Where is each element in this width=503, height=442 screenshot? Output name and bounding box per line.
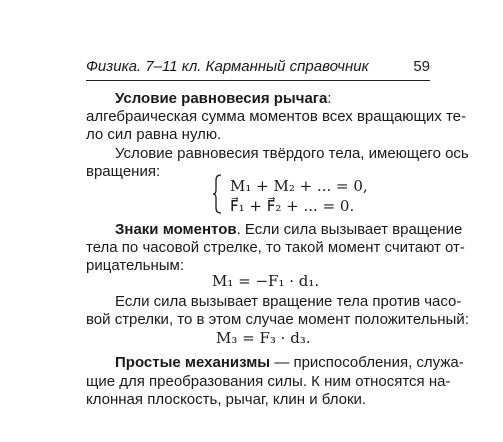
simple-machines-line-2: щие для преобразования силы. К ним относятся на-: [86, 373, 451, 390]
negative-moment-equation: M₁ = −F₁ · d₁.: [212, 272, 320, 290]
moment-signs-line-2: тела по часовой стрелке, то такой момент считают от-: [86, 239, 465, 256]
page-header: [86, 58, 430, 81]
lever-equilibrium-heading-line: [115, 90, 332, 108]
simple-machines-line-3: клонная плоскость, рычаг, клин и блоки.: [86, 391, 367, 408]
positive-moment-equation: M₃ = F₃ · d₃.: [216, 329, 311, 347]
counterclockwise-line-1: Если сила вызывает вращение тела против часо-: [115, 293, 462, 310]
simple-machines-line-1: [115, 354, 464, 372]
heading-colon: :: [327, 90, 332, 107]
moment-signs-heading: Знаки моментов: [115, 221, 237, 238]
moment-signs-line-3: рицательным:: [86, 257, 184, 274]
rigid-body-text-line-2: вращения:: [86, 163, 161, 180]
lever-text-line-3: ло сил равна нулю.: [86, 126, 222, 143]
page-number: 59: [413, 58, 430, 75]
running-title: Физика. 7–11 кл. Карманный справочник: [86, 58, 369, 75]
rigid-body-text-line-1: Условие равновесия твёрдого тела, имеющего ось: [115, 145, 469, 162]
moment-signs-line-1: [115, 221, 462, 239]
equilibrium-equation-forces: F⃗₁ + F⃗₂ + ... = 0.: [230, 197, 355, 215]
system-brace-icon: [212, 174, 222, 214]
counterclockwise-line-2: вой стрелки, то в этом случае момент положительный:: [86, 311, 469, 328]
lever-text-line-2: алгебраическая сумма моментов всех вращающих те-: [86, 108, 466, 125]
simple-machines-line-1-rest: — приспособления, служа-: [270, 354, 464, 371]
equilibrium-equation-moments: M₁ + M₂ + ... = 0,: [230, 177, 368, 195]
moment-signs-line-1-rest: . Если сила вызывает вращение: [236, 221, 463, 238]
lever-equilibrium-heading: Условие равновесия рычага: [115, 90, 328, 107]
simple-machines-heading: Простые механизмы: [115, 354, 271, 371]
